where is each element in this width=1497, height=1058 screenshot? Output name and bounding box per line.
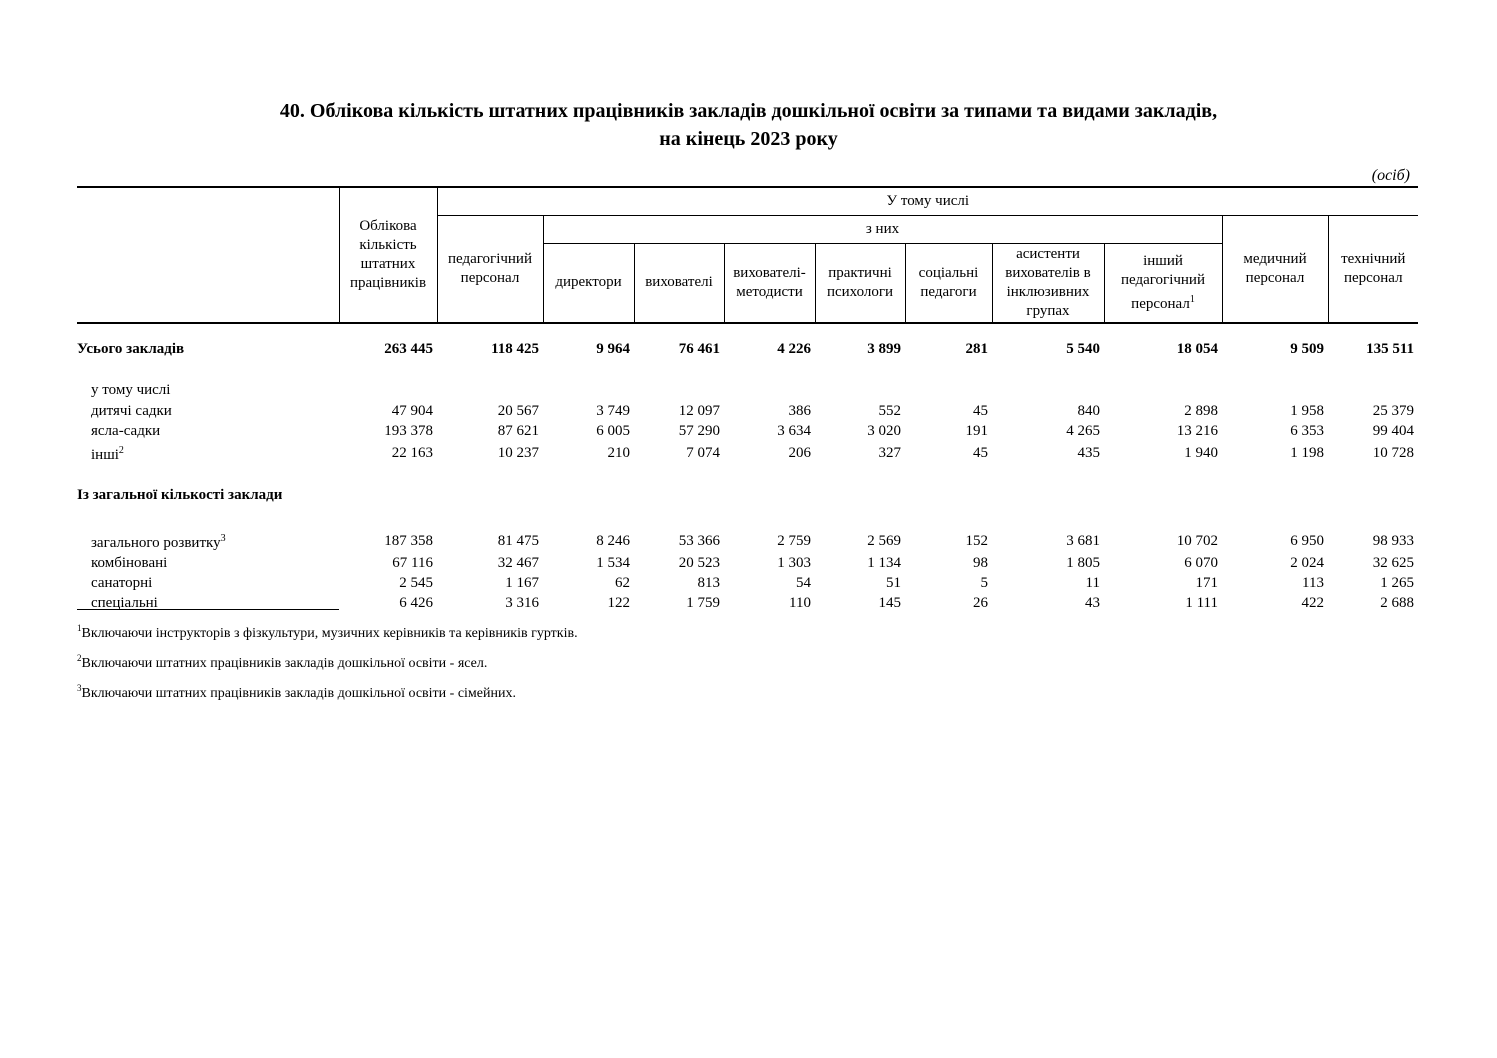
table-cell: 1 198 [1290, 445, 1324, 461]
table-cell: 20 567 [497, 403, 539, 419]
table-cell: 1 805 [1066, 555, 1100, 571]
table-row [77, 485, 1418, 505]
table-cell: 43 [1085, 595, 1100, 611]
table-cell: 99 404 [1372, 423, 1415, 439]
table-cell: 11 [1085, 575, 1100, 591]
table-cell: 2 898 [1184, 403, 1218, 419]
table-row [77, 401, 1418, 421]
table-cell: 87 621 [497, 423, 539, 439]
table-cell: 281 [965, 341, 988, 357]
row-label: Усього закладів [77, 341, 185, 357]
table-cell: 3 899 [867, 341, 901, 357]
table-cell: 51 [886, 575, 901, 591]
table-cell: 2 569 [867, 533, 901, 549]
row-label: спеціальні [91, 595, 158, 611]
footnote-divider [77, 609, 339, 610]
table-cell: 6 005 [596, 423, 630, 439]
header-methodists: вихователі-методисти [724, 243, 815, 323]
header-technical: технічний персонал [1328, 215, 1418, 323]
table-cell: 26 [973, 595, 988, 611]
table-cell: 2 024 [1290, 555, 1324, 571]
header-psychologists: практичні психологи [815, 243, 905, 323]
header-educators: вихователі [634, 243, 724, 323]
table-cell: 1 534 [596, 555, 630, 571]
table-cell: 5 [980, 575, 988, 591]
table-cell: 1 303 [777, 555, 811, 571]
table-cell: 1 759 [686, 595, 720, 611]
table-cell: 67 116 [392, 555, 433, 571]
table-row [77, 529, 1418, 553]
footnote-3: $^3$Включаючи штатних працівників закладів дошкільної освіти - сімейних. [77, 683, 516, 701]
table-row [77, 553, 1418, 573]
table-row [77, 421, 1418, 441]
page-subtitle: на кінець 2023 року [659, 128, 838, 150]
header-social-pedagogues: соціальні педагоги [905, 243, 992, 323]
table-cell: 135 511 [1366, 341, 1415, 357]
table-cell: 18 054 [1176, 341, 1218, 357]
footnote-2: $^2$Включаючи штатних працівників закладів дошкільної освіти - ясел. [77, 653, 488, 671]
table-cell: 327 [878, 445, 901, 461]
table-cell: 263 445 [384, 341, 433, 357]
table-cell: 386 [788, 403, 811, 419]
table-row [77, 593, 1418, 613]
table-cell: 5 540 [1066, 341, 1100, 357]
table-cell: 98 933 [1372, 533, 1415, 549]
row-label: у тому числі [91, 382, 171, 398]
header-corner [77, 187, 339, 323]
table-cell: 840 [1077, 403, 1100, 419]
table-cell: 4 226 [777, 341, 811, 357]
table-cell: 6 070 [1184, 555, 1218, 571]
row-label: комбіновані [91, 555, 168, 571]
page-title: 40. Облікова кількість штатних працівників закладів дошкільної освіти за типами та видами закладів, [279, 100, 1218, 122]
staff-table [77, 186, 1418, 613]
unit-label: (осіб) [1371, 167, 1410, 184]
table-cell: 1 134 [867, 555, 901, 571]
header-directors: директори [543, 243, 634, 323]
table-cell: 53 366 [678, 533, 720, 549]
header-pedagogical: педагогічний персонал [437, 215, 543, 323]
header-of-them: з них [543, 215, 1222, 243]
table-cell: 187 358 [384, 533, 433, 549]
table-row [77, 441, 1418, 465]
table-cell: 2 688 [1380, 595, 1415, 611]
table-row [77, 339, 1418, 359]
table-cell: 7 074 [686, 445, 720, 461]
table-cell: 3 634 [777, 423, 811, 439]
table-cell: 81 475 [497, 533, 539, 549]
table-cell: 32 467 [497, 555, 539, 571]
table-cell: 54 [796, 575, 811, 591]
table-cell: 25 379 [1372, 403, 1415, 419]
header-assistants: асистенти вихователів в інклюзивних групах [992, 243, 1104, 323]
table-cell: 10 702 [1176, 533, 1218, 549]
table-cell: 57 290 [678, 423, 720, 439]
table-cell: 145 [878, 595, 901, 611]
table-cell: 1 111 [1185, 595, 1218, 611]
table-cell: 10 237 [497, 445, 539, 461]
table-cell: 3 020 [867, 423, 901, 439]
header-including: У тому числі [437, 187, 1418, 215]
table-cell: 2 759 [777, 533, 811, 549]
table-cell: 9 509 [1290, 341, 1324, 357]
table-cell: 62 [615, 575, 630, 591]
table-cell: 171 [1195, 575, 1218, 591]
table-cell: 20 523 [678, 555, 720, 571]
header-total-count: Облікова кількість штатних працівників [339, 187, 437, 323]
table-cell: 3 316 [505, 595, 539, 611]
row-label: ясла-садки [91, 423, 161, 439]
table-cell: 76 461 [678, 341, 720, 357]
table-cell: 435 [1077, 445, 1100, 461]
table-cell: 45 [973, 445, 988, 461]
table-cell: 47 904 [391, 403, 433, 419]
row-label: інші$^2$ [91, 445, 124, 463]
table-cell: 210 [607, 445, 630, 461]
table-cell: 1 265 [1380, 575, 1415, 591]
table-cell: 45 [973, 403, 988, 419]
row-label: дитячі садки [91, 403, 172, 419]
table-cell: 193 378 [384, 423, 433, 439]
footnote-1: $^1$Включаючи інструкторів з фізкультури, музичних керівників та керівників гуртків. [77, 623, 578, 641]
table-cell: 6 353 [1290, 423, 1324, 439]
table-cell: 552 [878, 403, 901, 419]
table-cell: 422 [1301, 595, 1324, 611]
table-cell: 32 625 [1372, 555, 1415, 571]
table-cell: 22 163 [391, 445, 433, 461]
table-cell: 206 [788, 445, 811, 461]
table-cell: 813 [697, 575, 720, 591]
row-label: загального розвитку$^3$ [91, 533, 226, 551]
table-cell: 113 [1302, 575, 1324, 591]
table-cell: 8 246 [596, 533, 630, 549]
table-row [77, 573, 1418, 593]
table-cell: 98 [973, 555, 988, 571]
table-cell: 13 216 [1176, 423, 1218, 439]
table-cell: 12 097 [678, 403, 720, 419]
header-other-pedagogical: інший педагогічний персонал$^1$ [1104, 243, 1222, 323]
table-cell: 118 425 [491, 341, 539, 357]
table-cell: 191 [965, 423, 988, 439]
table-cell: 9 964 [596, 341, 630, 357]
table-row [77, 379, 1418, 401]
table-cell: 110 [789, 595, 811, 611]
table-cell: 6 950 [1290, 533, 1324, 549]
table-cell: 1 940 [1184, 445, 1218, 461]
table-cell: 3 749 [596, 403, 630, 419]
table-cell: 152 [965, 533, 988, 549]
table-cell: 122 [607, 595, 630, 611]
table-cell: 1 167 [505, 575, 539, 591]
table-cell: 1 958 [1290, 403, 1324, 419]
row-label: Із загальної кількості заклади [77, 487, 283, 503]
footnotes [77, 616, 578, 706]
table-cell: 4 265 [1066, 423, 1100, 439]
row-label: санаторні [91, 575, 153, 591]
table-cell: 10 728 [1372, 445, 1415, 461]
table-cell: 6 426 [399, 595, 433, 611]
table-cell: 2 545 [399, 575, 433, 591]
header-medical: медичний персонал [1222, 215, 1328, 323]
table-cell: 3 681 [1066, 533, 1100, 549]
